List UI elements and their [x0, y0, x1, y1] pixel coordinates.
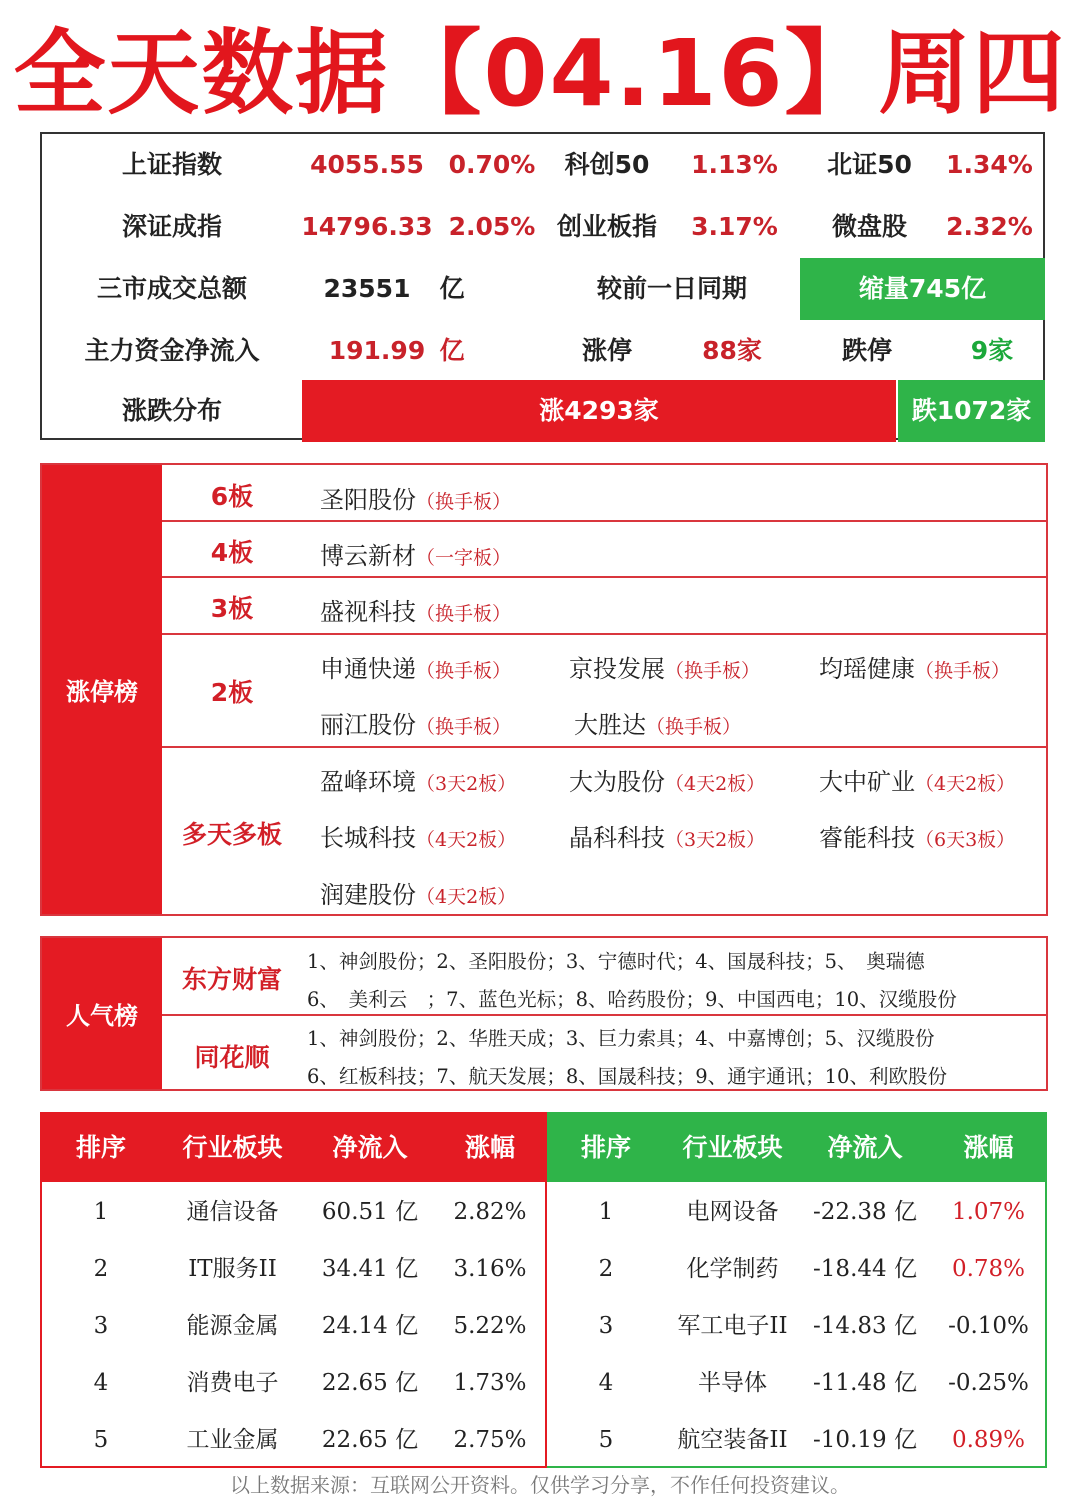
header-sector: 行业板块: [182, 1133, 283, 1162]
bz50-label: 北证50: [827, 150, 912, 179]
cell-net-inflow: -11.48 亿: [813, 1370, 917, 1396]
ranking-line: 1、神剑股份；2、华胜天成；3、巨力索具；4、中嘉博创；5、汉缆股份: [307, 1027, 935, 1050]
stock-item: 长城科技（4天2板）: [320, 824, 517, 852]
distribution-label: 涨跌分布: [121, 396, 222, 425]
stock-item: 博云新材（一字板）: [320, 542, 512, 570]
limit-up-value: 88家: [702, 336, 762, 365]
cell-rank: 1: [598, 1199, 614, 1225]
limit-up-board-label: 涨停榜: [42, 465, 162, 914]
cell-sector: 军工电子II: [677, 1313, 788, 1339]
turnover-value: 23551: [323, 274, 411, 303]
cell-change: 2.75%: [453, 1427, 527, 1453]
stock-item: 均瑶健康（换手板）: [819, 655, 1011, 683]
stock-item: 润建股份（4天2板）: [320, 881, 517, 909]
ranking-line: 6、红板科技；7、航天发展；8、国晟科技；9、通宇通讯；10、利欧股份: [307, 1065, 947, 1088]
cell-net-inflow: -14.83 亿: [813, 1313, 917, 1339]
cell-rank: 5: [598, 1427, 614, 1453]
cell-sector: 化学制药: [686, 1256, 779, 1282]
limit-up-board: [40, 463, 1048, 916]
cell-sector: 消费电子: [186, 1370, 279, 1396]
stock-item: 晶科科技（3天2板）: [569, 824, 766, 852]
micro-cap-label: 微盘股: [831, 212, 907, 241]
cell-change: -0.10%: [948, 1313, 1029, 1339]
cell-net-inflow: 34.41 亿: [321, 1256, 419, 1282]
stock-item: 京投发展（换手板）: [569, 655, 761, 683]
inflow-table-header: [42, 1114, 545, 1182]
cell-sector: 通信设备: [186, 1199, 279, 1225]
cell-rank: 2: [598, 1256, 614, 1282]
cell-rank: 2: [93, 1256, 109, 1282]
cell-change: 1.73%: [453, 1370, 527, 1396]
sz-index-pct: 2.05%: [448, 212, 536, 241]
cell-net-inflow: 24.14 亿: [321, 1313, 419, 1339]
cell-change: 1.07%: [951, 1199, 1026, 1225]
sh-index-value: 4055.55: [310, 150, 424, 179]
cell-rank: 3: [93, 1313, 109, 1339]
cell-rank: 4: [598, 1370, 614, 1396]
popularity-board: [40, 936, 1048, 1091]
cell-net-inflow: 60.51 亿: [321, 1199, 419, 1225]
source-tonghuashun: 同花顺: [194, 1043, 270, 1072]
stock-item: 丽江股份（换手板）: [320, 711, 512, 739]
level-multi-day: 多天多板: [181, 820, 282, 849]
stock-item: 盛视科技（换手板）: [320, 598, 512, 626]
turnover-label: 三市成交总额: [96, 274, 247, 303]
header-net-inflow: 净流入: [827, 1133, 903, 1162]
cell-rank: 1: [93, 1199, 109, 1225]
cell-net-inflow: -22.38 亿: [813, 1199, 917, 1225]
header-change: 涨幅: [963, 1133, 1014, 1162]
header-sector: 行业板块: [682, 1133, 783, 1162]
cell-sector: 电网设备: [686, 1199, 779, 1225]
down-count-bar: 跌1072家: [898, 380, 1045, 442]
micro-cap-pct: 2.32%: [946, 212, 1033, 241]
header-rank: 排序: [75, 1133, 126, 1162]
footer-disclaimer: 以上数据来源：互联网公开资料。仅供学习分享，不作任何投资建议。: [230, 1473, 850, 1497]
popularity-board-label: 人气榜: [42, 938, 162, 1089]
bz50-pct: 1.34%: [946, 150, 1033, 179]
cell-sector: 工业金属: [186, 1427, 279, 1453]
compare-value: 缩量745亿: [800, 258, 1045, 320]
turnover-unit: 亿: [439, 274, 465, 303]
cell-rank: 4: [93, 1370, 109, 1396]
sz-index-value: 14796.33: [301, 212, 433, 241]
cy-index-pct: 3.17%: [691, 212, 778, 241]
cell-net-inflow: -18.44 亿: [813, 1256, 917, 1282]
cell-sector: 航空装备II: [677, 1427, 788, 1453]
cell-rank: 5: [93, 1427, 109, 1453]
market-summary: [40, 132, 1045, 440]
level-6: 6板: [210, 482, 254, 511]
level-4: 4板: [210, 538, 254, 567]
header-rank: 排序: [580, 1133, 631, 1162]
level-2: 2板: [210, 678, 254, 707]
cell-net-inflow: 22.65 亿: [321, 1427, 419, 1453]
inflow-unit: 亿: [439, 336, 465, 365]
header-change: 涨幅: [464, 1133, 515, 1162]
cell-change: 3.16%: [453, 1256, 527, 1282]
stock-item: 申通快递（换手板）: [320, 655, 512, 683]
cell-rank: 3: [598, 1313, 614, 1339]
cell-change: 2.82%: [453, 1199, 527, 1225]
inflow-value: 191.99: [328, 336, 426, 365]
cell-net-inflow: -10.19 亿: [813, 1427, 917, 1453]
up-count-bar: 涨4293家: [302, 380, 896, 442]
cell-change: 0.89%: [951, 1427, 1026, 1453]
cell-change: 5.22%: [453, 1313, 527, 1339]
stock-item: 盈峰环境（3天2板）: [320, 768, 517, 796]
cell-change: -0.25%: [948, 1370, 1029, 1396]
stock-item: 大为股份（4天2板）: [569, 768, 766, 796]
ranking-line: 6、 美利云 ；7、蓝色光标；8、哈药股份；9、中国西电；10、汉缆股份: [307, 988, 957, 1011]
cy-index-label: 创业板指: [556, 212, 657, 241]
inflow-table: [40, 1112, 547, 1468]
cell-sector: 半导体: [698, 1370, 767, 1396]
source-eastmoney: 东方财富: [181, 965, 282, 994]
sh-index-label: 上证指数: [121, 150, 222, 179]
sh-index-pct: 0.70%: [448, 150, 536, 179]
cell-sector: IT服务II: [188, 1256, 277, 1282]
sz-index-label: 深证成指: [121, 212, 222, 241]
kc50-label: 科创50: [564, 150, 650, 179]
kc50-pct: 1.13%: [691, 150, 778, 179]
cell-change: 0.78%: [951, 1256, 1026, 1282]
inflow-label: 主力资金净流入: [84, 336, 260, 365]
limit-down-label: 跌停: [841, 336, 892, 365]
header-net-inflow: 净流入: [332, 1133, 408, 1162]
compare-label: 较前一日同期: [596, 274, 747, 303]
outflow-table: [547, 1112, 1047, 1468]
stock-item: 大胜达（换手板）: [574, 711, 742, 739]
stock-item: 睿能科技（6天3板）: [819, 824, 1016, 852]
limit-down-value: 9家: [970, 336, 1014, 365]
cell-sector: 能源金属: [186, 1313, 279, 1339]
cell-net-inflow: 22.65 亿: [321, 1370, 419, 1396]
ranking-line: 1、神剑股份；2、圣阳股份；3、宁德时代；4、国晟科技；5、 奥瑞德: [307, 950, 925, 973]
stock-item: 大中矿业（4天2板）: [819, 768, 1016, 796]
stock-item: 圣阳股份（换手板）: [320, 486, 512, 514]
outflow-table-header: [547, 1114, 1045, 1182]
limit-up-label: 涨停: [581, 336, 632, 365]
level-3: 3板: [210, 594, 254, 623]
page-title: 全天数据【04.16】周四: [13, 20, 1067, 127]
